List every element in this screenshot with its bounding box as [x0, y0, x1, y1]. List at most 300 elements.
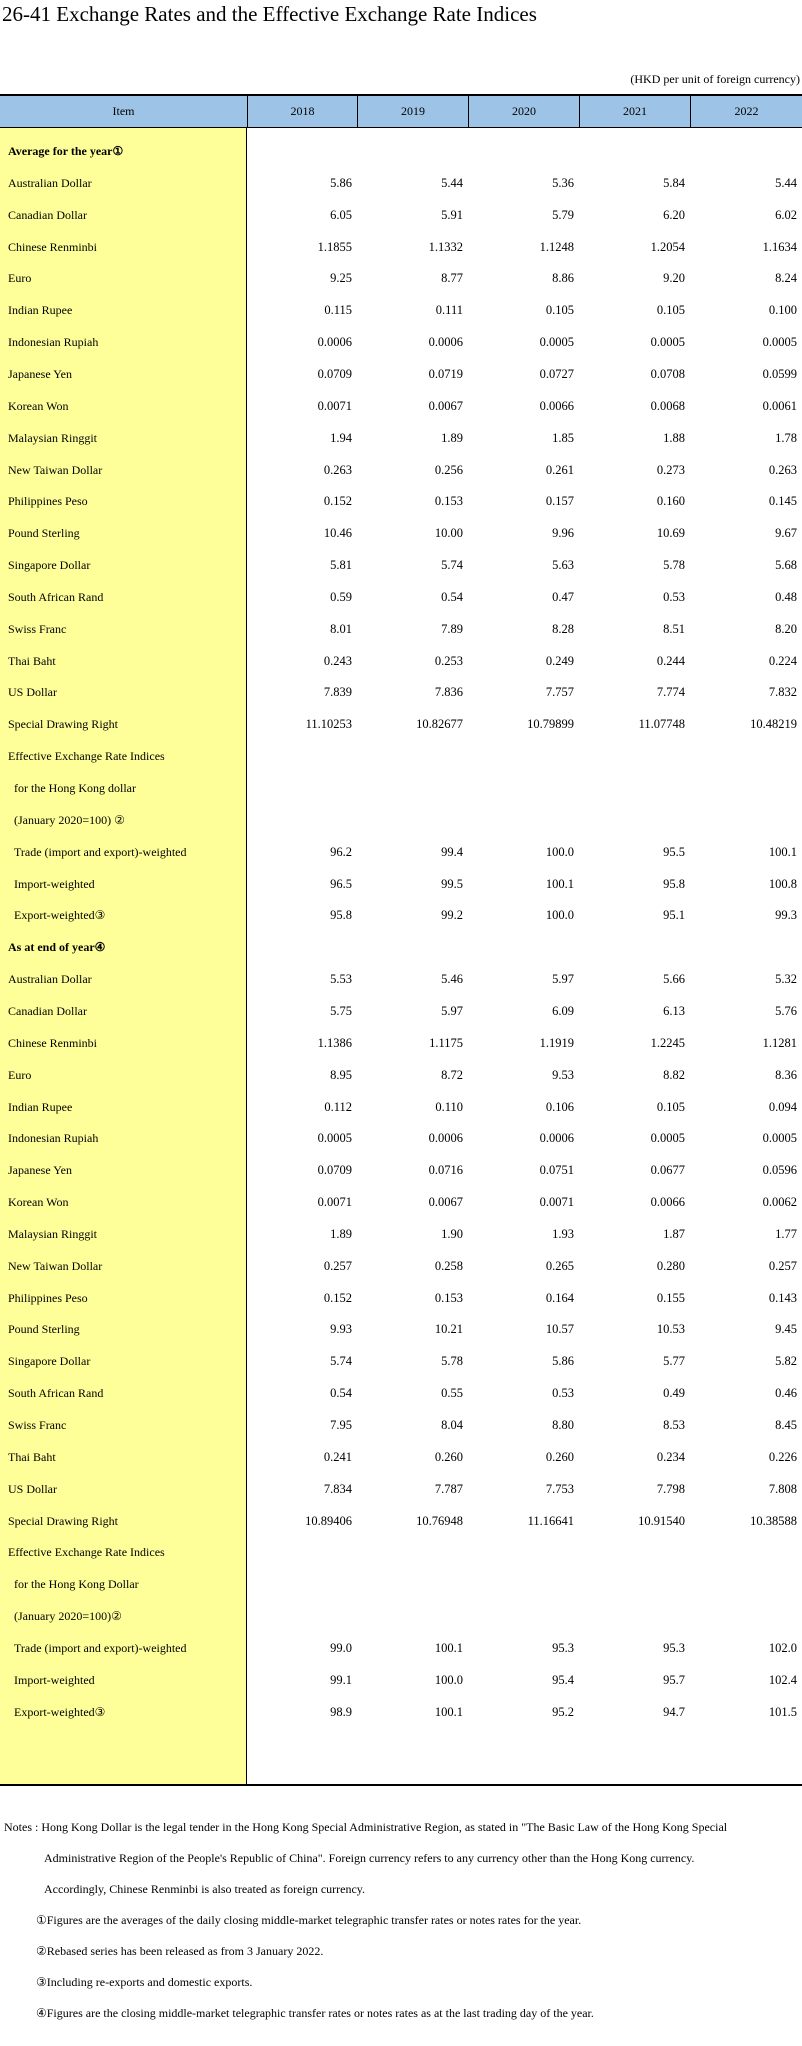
- row-label: Singapore Dollar: [8, 1354, 91, 1369]
- value-cell: 10.38588: [750, 1513, 797, 1528]
- table-row: [0, 326, 802, 358]
- value-cell: 0.164: [545, 1290, 574, 1305]
- value-cell: 94.7: [663, 1704, 685, 1719]
- value-cell: 0.0071: [317, 398, 352, 413]
- row-label: Canadian Dollar: [8, 207, 87, 222]
- value-cell: 0.47: [552, 589, 574, 604]
- value-cell: 5.66: [663, 972, 685, 987]
- value-cell: 1.87: [663, 1226, 685, 1241]
- value-cell: 5.36: [552, 175, 574, 190]
- value-cell: 10.69: [656, 526, 685, 541]
- value-cell: 5.78: [441, 1354, 463, 1369]
- value-cell: 0.53: [663, 589, 685, 604]
- value-cell: 0.0067: [428, 398, 463, 413]
- footnote-2: ②Rebased series has been released as from 3 January 2022.: [36, 1944, 324, 1958]
- row-label: Singapore Dollar: [8, 558, 91, 573]
- section-row: [0, 931, 802, 963]
- value-cell: 100.0: [545, 908, 574, 923]
- row-label: Japanese Yen: [8, 366, 72, 381]
- table-row: [0, 422, 802, 454]
- value-cell: 0.0068: [650, 398, 685, 413]
- row-label: Korean Won: [8, 398, 69, 413]
- value-cell: 5.75: [330, 1003, 352, 1018]
- value-cell: 6.02: [775, 207, 797, 222]
- value-cell: 1.1175: [429, 1035, 463, 1050]
- value-cell: 1.1634: [762, 239, 797, 254]
- value-cell: 0.0005: [762, 1131, 797, 1146]
- value-cell: 100.1: [434, 1640, 463, 1655]
- row-label: Indonesian Rupiah: [8, 1131, 99, 1146]
- row-label: Thai Baht: [8, 1449, 56, 1464]
- table-row: [0, 199, 802, 231]
- value-cell: 102.4: [768, 1672, 797, 1687]
- value-cell: 0.152: [323, 1290, 352, 1305]
- value-cell: 0.157: [545, 494, 574, 509]
- value-cell: 0.260: [545, 1449, 574, 1464]
- value-cell: 0.0677: [650, 1163, 685, 1178]
- row-label: South African Rand: [8, 1386, 104, 1401]
- row-label: Average for the year①: [8, 144, 124, 158]
- value-cell: 8.77: [441, 271, 463, 286]
- value-cell: 99.2: [441, 908, 463, 923]
- table-row: [0, 995, 802, 1027]
- value-cell: 8.04: [441, 1418, 463, 1432]
- value-cell: 0.241: [323, 1449, 352, 1464]
- row-label: Thai Baht: [8, 653, 56, 668]
- table-row: [0, 1536, 802, 1568]
- value-cell: 0.160: [656, 494, 685, 509]
- table-row: [0, 1377, 802, 1409]
- footnote-4: ④Figures are the closing middle-market telegraphic transfer rates or notes rates as at the last trading day of the year.: [36, 2006, 594, 2020]
- value-cell: 0.105: [656, 303, 685, 318]
- table-row: [0, 1441, 802, 1473]
- value-cell: 99.0: [330, 1640, 352, 1655]
- row-label: Special Drawing Right: [8, 1513, 118, 1528]
- row-label: Indian Rupee: [8, 1099, 73, 1114]
- value-cell: 1.94: [330, 430, 352, 445]
- notes-line-3: Accordingly, Chinese Renminbi is also treated as foreign currency.: [44, 1882, 366, 1896]
- value-cell: 0.0716: [428, 1163, 463, 1178]
- value-cell: 7.834: [323, 1481, 352, 1496]
- value-cell: 0.0071: [317, 1195, 352, 1210]
- table-row: [0, 868, 802, 900]
- value-cell: 1.1855: [317, 239, 352, 254]
- value-cell: 0.0709: [317, 366, 352, 381]
- value-cell: 5.44: [775, 175, 797, 190]
- row-label: Export-weighted③: [14, 908, 106, 923]
- value-cell: 6.20: [663, 207, 685, 222]
- table-row: [0, 549, 802, 581]
- unit-note: (HKD per unit of foreign currency): [630, 72, 800, 86]
- value-cell: 100.0: [434, 1672, 463, 1687]
- value-cell: 1.89: [330, 1226, 352, 1241]
- table-row: [0, 676, 802, 708]
- value-cell: 0.226: [768, 1449, 797, 1464]
- value-cell: 0.0599: [762, 366, 797, 381]
- value-cell: 0.115: [324, 303, 352, 318]
- value-cell: 0.105: [545, 303, 574, 318]
- table-row: [0, 1505, 802, 1537]
- value-cell: 6.09: [552, 1003, 574, 1018]
- row-label: Swiss Franc: [8, 621, 67, 636]
- value-cell: 0.55: [441, 1386, 463, 1401]
- table-row: [0, 1568, 802, 1600]
- value-cell: 0.257: [768, 1258, 797, 1273]
- value-cell: 95.1: [663, 908, 685, 923]
- value-cell: 8.95: [330, 1067, 352, 1082]
- value-cell: 5.32: [775, 972, 797, 987]
- table-row: [0, 740, 802, 772]
- value-cell: 95.8: [663, 876, 685, 891]
- row-label: Australian Dollar: [8, 175, 92, 190]
- value-cell: 1.1248: [539, 239, 574, 254]
- row-label: Chinese Renminbi: [8, 1035, 97, 1050]
- table-row: [0, 1250, 802, 1282]
- row-label: Chinese Renminbi: [8, 239, 97, 254]
- value-cell: 10.76948: [416, 1513, 463, 1528]
- value-cell: 0.280: [656, 1258, 685, 1273]
- value-cell: 1.88: [663, 430, 685, 445]
- row-label: Swiss Franc: [8, 1418, 67, 1432]
- row-label: Canadian Dollar: [8, 1003, 87, 1018]
- value-cell: 0.0751: [539, 1163, 574, 1178]
- table-row: [0, 1345, 802, 1377]
- value-cell: 5.46: [441, 972, 463, 987]
- value-cell: 99.1: [330, 1672, 352, 1687]
- value-cell: 0.0005: [317, 1131, 352, 1146]
- table-row: [0, 645, 802, 677]
- value-cell: 0.49: [663, 1386, 685, 1401]
- value-cell: 1.1281: [762, 1035, 797, 1050]
- value-cell: 0.0006: [428, 1131, 463, 1146]
- table-row: [0, 1027, 802, 1059]
- value-cell: 5.82: [775, 1354, 797, 1369]
- value-cell: 99.3: [775, 908, 797, 923]
- value-cell: 7.787: [434, 1481, 463, 1496]
- table-row: [0, 581, 802, 613]
- value-cell: 5.81: [330, 558, 352, 573]
- table-row: [0, 1218, 802, 1250]
- value-cell: 9.25: [330, 271, 352, 286]
- value-cell: 0.0071: [539, 1195, 574, 1210]
- value-cell: 0.249: [545, 653, 574, 668]
- value-cell: 0.094: [768, 1099, 797, 1114]
- value-cell: 0.0006: [317, 335, 352, 350]
- value-cell: 0.59: [330, 589, 352, 604]
- value-cell: 0.112: [324, 1099, 352, 1114]
- table-row: [0, 1313, 802, 1345]
- value-cell: 7.89: [441, 621, 463, 636]
- row-label: Japanese Yen: [8, 1163, 72, 1178]
- table-row: [0, 804, 802, 836]
- value-cell: 1.2054: [650, 239, 685, 254]
- header-year-2020: 2020: [468, 96, 579, 127]
- value-cell: 10.82677: [416, 717, 463, 732]
- value-cell: 5.53: [330, 972, 352, 987]
- value-cell: 7.774: [656, 685, 685, 700]
- value-cell: 5.78: [663, 558, 685, 573]
- value-cell: 10.91540: [638, 1513, 685, 1528]
- row-label: (January 2020=100) ②: [14, 812, 125, 827]
- table-row: [0, 1696, 802, 1728]
- footnote-3: ③Including re-exports and domestic exports.: [36, 1975, 253, 1989]
- value-cell: 9.20: [663, 271, 685, 286]
- value-cell: 0.155: [656, 1290, 685, 1305]
- value-cell: 0.0062: [762, 1195, 797, 1210]
- table-row: [0, 1632, 802, 1664]
- value-cell: 8.86: [552, 271, 574, 286]
- value-cell: 0.48: [775, 589, 797, 604]
- row-label: Indonesian Rupiah: [8, 335, 99, 350]
- value-cell: 9.96: [552, 526, 574, 541]
- value-cell: 8.36: [775, 1067, 797, 1082]
- value-cell: 10.57: [545, 1322, 574, 1337]
- value-cell: 1.1332: [428, 239, 463, 254]
- value-cell: 0.53: [552, 1386, 574, 1401]
- row-label: Indian Rupee: [8, 303, 73, 318]
- table-row: [0, 1473, 802, 1505]
- header-year-2019: 2019: [357, 96, 468, 127]
- value-cell: 5.91: [441, 207, 463, 222]
- header-year-2018: 2018: [247, 96, 357, 127]
- value-cell: 0.0727: [539, 366, 574, 381]
- value-cell: 0.263: [768, 462, 797, 477]
- value-cell: 5.76: [775, 1003, 797, 1018]
- value-cell: 10.46: [323, 526, 352, 541]
- row-label: Euro: [8, 1067, 32, 1082]
- value-cell: 9.45: [775, 1322, 797, 1337]
- table-row: [0, 1122, 802, 1154]
- row-label: Philippines Peso: [8, 494, 88, 509]
- value-cell: 5.68: [775, 558, 797, 573]
- value-cell: 9.53: [552, 1067, 574, 1082]
- value-cell: 9.93: [330, 1322, 352, 1337]
- row-label: Export-weighted③: [14, 1704, 106, 1719]
- table-row: [0, 390, 802, 422]
- value-cell: 10.79899: [527, 717, 574, 732]
- row-label: Euro: [8, 271, 32, 286]
- row-label: Import-weighted: [14, 876, 95, 891]
- value-cell: 0.0061: [762, 398, 797, 413]
- value-cell: 95.8: [330, 908, 352, 923]
- value-cell: 0.110: [435, 1099, 463, 1114]
- value-cell: 7.95: [330, 1418, 352, 1432]
- table-row: [0, 1154, 802, 1186]
- value-cell: 8.51: [663, 621, 685, 636]
- value-cell: 95.4: [552, 1672, 574, 1687]
- value-cell: 99.5: [441, 876, 463, 891]
- table-row: [0, 963, 802, 995]
- row-label: (January 2020=100)②: [14, 1609, 122, 1624]
- row-label: US Dollar: [8, 685, 57, 700]
- value-cell: 8.24: [775, 271, 797, 286]
- value-cell: 1.1386: [317, 1035, 352, 1050]
- notes-prefix: Notes :: [4, 1820, 42, 1834]
- row-label: US Dollar: [8, 1481, 57, 1496]
- value-cell: 0.0066: [539, 398, 574, 413]
- value-cell: 1.89: [441, 430, 463, 445]
- value-cell: 100.1: [545, 876, 574, 891]
- value-cell: 5.86: [552, 1354, 574, 1369]
- value-cell: 0.263: [323, 462, 352, 477]
- value-cell: 5.84: [663, 175, 685, 190]
- value-cell: 0.0005: [539, 335, 574, 350]
- value-cell: 100.8: [768, 876, 797, 891]
- row-label: Pound Sterling: [8, 1322, 80, 1337]
- value-cell: 7.839: [323, 685, 352, 700]
- value-cell: 0.153: [434, 494, 463, 509]
- table-row: [0, 294, 802, 326]
- value-cell: 96.2: [330, 844, 352, 859]
- value-cell: 7.757: [545, 685, 574, 700]
- value-cell: 8.82: [663, 1067, 685, 1082]
- row-label: Australian Dollar: [8, 972, 92, 987]
- value-cell: 95.7: [663, 1672, 685, 1687]
- value-cell: 8.80: [552, 1418, 574, 1432]
- value-cell: 0.260: [434, 1449, 463, 1464]
- value-cell: 0.0708: [650, 366, 685, 381]
- value-cell: 0.0719: [428, 366, 463, 381]
- value-cell: 1.93: [552, 1226, 574, 1241]
- value-cell: 0.0066: [650, 1195, 685, 1210]
- value-cell: 6.13: [663, 1003, 685, 1018]
- value-cell: 5.63: [552, 558, 574, 573]
- table-row: [0, 836, 802, 868]
- table-row: [0, 1409, 802, 1441]
- value-cell: 5.86: [330, 175, 352, 190]
- table-row: [0, 167, 802, 199]
- table-row: [0, 358, 802, 390]
- value-cell: 95.3: [552, 1640, 574, 1655]
- value-cell: 0.54: [330, 1386, 352, 1401]
- value-cell: 10.21: [434, 1322, 463, 1337]
- value-cell: 7.836: [434, 685, 463, 700]
- value-cell: 1.77: [775, 1226, 797, 1241]
- value-cell: 0.106: [545, 1099, 574, 1114]
- header-item: Item: [112, 104, 135, 118]
- row-label: Special Drawing Right: [8, 717, 118, 732]
- row-label: New Taiwan Dollar: [8, 1258, 103, 1273]
- value-cell: 8.53: [663, 1418, 685, 1432]
- row-label: Trade (import and export)-weighted: [14, 844, 187, 859]
- value-cell: 0.253: [434, 653, 463, 668]
- header-year-2021: 2021: [579, 96, 690, 127]
- value-cell: 95.2: [552, 1704, 574, 1719]
- value-cell: 10.53: [656, 1322, 685, 1337]
- value-cell: 95.5: [663, 844, 685, 859]
- value-cell: 8.01: [330, 621, 352, 636]
- value-cell: 0.0596: [762, 1163, 797, 1178]
- value-cell: 102.0: [768, 1640, 797, 1655]
- value-cell: 0.0005: [650, 1131, 685, 1146]
- value-cell: 5.97: [552, 972, 574, 987]
- value-cell: 7.832: [768, 685, 797, 700]
- row-label: Malaysian Ringgit: [8, 430, 97, 445]
- row-label: Trade (import and export)-weighted: [14, 1640, 187, 1655]
- value-cell: 5.97: [441, 1003, 463, 1018]
- value-cell: 0.0006: [539, 1131, 574, 1146]
- table-row: [0, 485, 802, 517]
- value-cell: 0.261: [545, 462, 574, 477]
- value-cell: 7.753: [545, 1481, 574, 1496]
- value-cell: 0.153: [434, 1290, 463, 1305]
- value-cell: 101.5: [768, 1704, 797, 1719]
- table-row: [0, 1282, 802, 1314]
- value-cell: 0.0006: [428, 335, 463, 350]
- row-label: Malaysian Ringgit: [8, 1226, 97, 1241]
- row-label: Philippines Peso: [8, 1290, 88, 1305]
- value-cell: 1.2245: [650, 1035, 685, 1050]
- notes-line-2: Administrative Region of the People's Republic of China". Foreign currency refers to any currency other than the Hong Kong currency.: [44, 1851, 695, 1865]
- table-row: [0, 1600, 802, 1632]
- value-cell: 0.257: [323, 1258, 352, 1273]
- value-cell: 7.798: [656, 1481, 685, 1496]
- row-label: Import-weighted: [14, 1672, 95, 1687]
- value-cell: 0.265: [545, 1258, 574, 1273]
- value-cell: 10.48219: [750, 717, 797, 732]
- value-cell: 8.72: [441, 1067, 463, 1082]
- page-title: 26-41 Exchange Rates and the Effective Exchange Rate Indices: [2, 2, 537, 26]
- value-cell: 10.89406: [305, 1513, 352, 1528]
- table-row: [0, 262, 802, 294]
- value-cell: 5.44: [441, 175, 463, 190]
- value-cell: 96.5: [330, 876, 352, 891]
- value-cell: 100.1: [768, 844, 797, 859]
- value-cell: 100.0: [545, 844, 574, 859]
- row-label: Effective Exchange Rate Indices: [8, 1545, 165, 1560]
- value-cell: 0.145: [768, 494, 797, 509]
- value-cell: 0.0005: [762, 335, 797, 350]
- value-cell: 8.28: [552, 621, 574, 636]
- value-cell: 5.74: [441, 558, 463, 573]
- value-cell: 1.85: [552, 430, 574, 445]
- value-cell: 0.54: [441, 589, 463, 604]
- value-cell: 7.808: [768, 1481, 797, 1496]
- row-label: Pound Sterling: [8, 526, 80, 541]
- value-cell: 0.243: [323, 653, 352, 668]
- table-row: [0, 1091, 802, 1123]
- value-cell: 0.0005: [650, 335, 685, 350]
- table-row: [0, 454, 802, 486]
- value-cell: 1.78: [775, 430, 797, 445]
- value-cell: 0.256: [434, 462, 463, 477]
- value-cell: 5.79: [552, 207, 574, 222]
- table-row: [0, 899, 802, 931]
- value-cell: 0.273: [656, 462, 685, 477]
- value-cell: 10.00: [434, 526, 463, 541]
- value-cell: 9.67: [775, 526, 797, 541]
- row-label: As at end of year④: [8, 940, 106, 955]
- value-cell: 0.152: [323, 494, 352, 509]
- value-cell: 8.20: [775, 621, 797, 636]
- value-cell: 0.244: [656, 653, 685, 668]
- value-cell: 6.05: [330, 207, 352, 222]
- value-cell: 1.1919: [539, 1035, 574, 1050]
- value-cell: 98.9: [330, 1704, 352, 1719]
- table-header: [0, 96, 802, 128]
- value-cell: 0.111: [435, 303, 463, 318]
- row-label: New Taiwan Dollar: [8, 462, 103, 477]
- value-cell: 0.0709: [317, 1163, 352, 1178]
- value-cell: 11.16641: [527, 1513, 574, 1528]
- row-label: South African Rand: [8, 589, 104, 604]
- footnote-1: ①Figures are the averages of the daily closing middle-market telegraphic transfer rates or notes rates for the year.: [36, 1913, 582, 1927]
- value-cell: 100.1: [434, 1704, 463, 1719]
- row-label: for the Hong Kong Dollar: [14, 1577, 139, 1592]
- value-cell: 11.07748: [638, 717, 685, 732]
- value-cell: 8.45: [775, 1418, 797, 1432]
- header-year-2022: 2022: [690, 96, 802, 127]
